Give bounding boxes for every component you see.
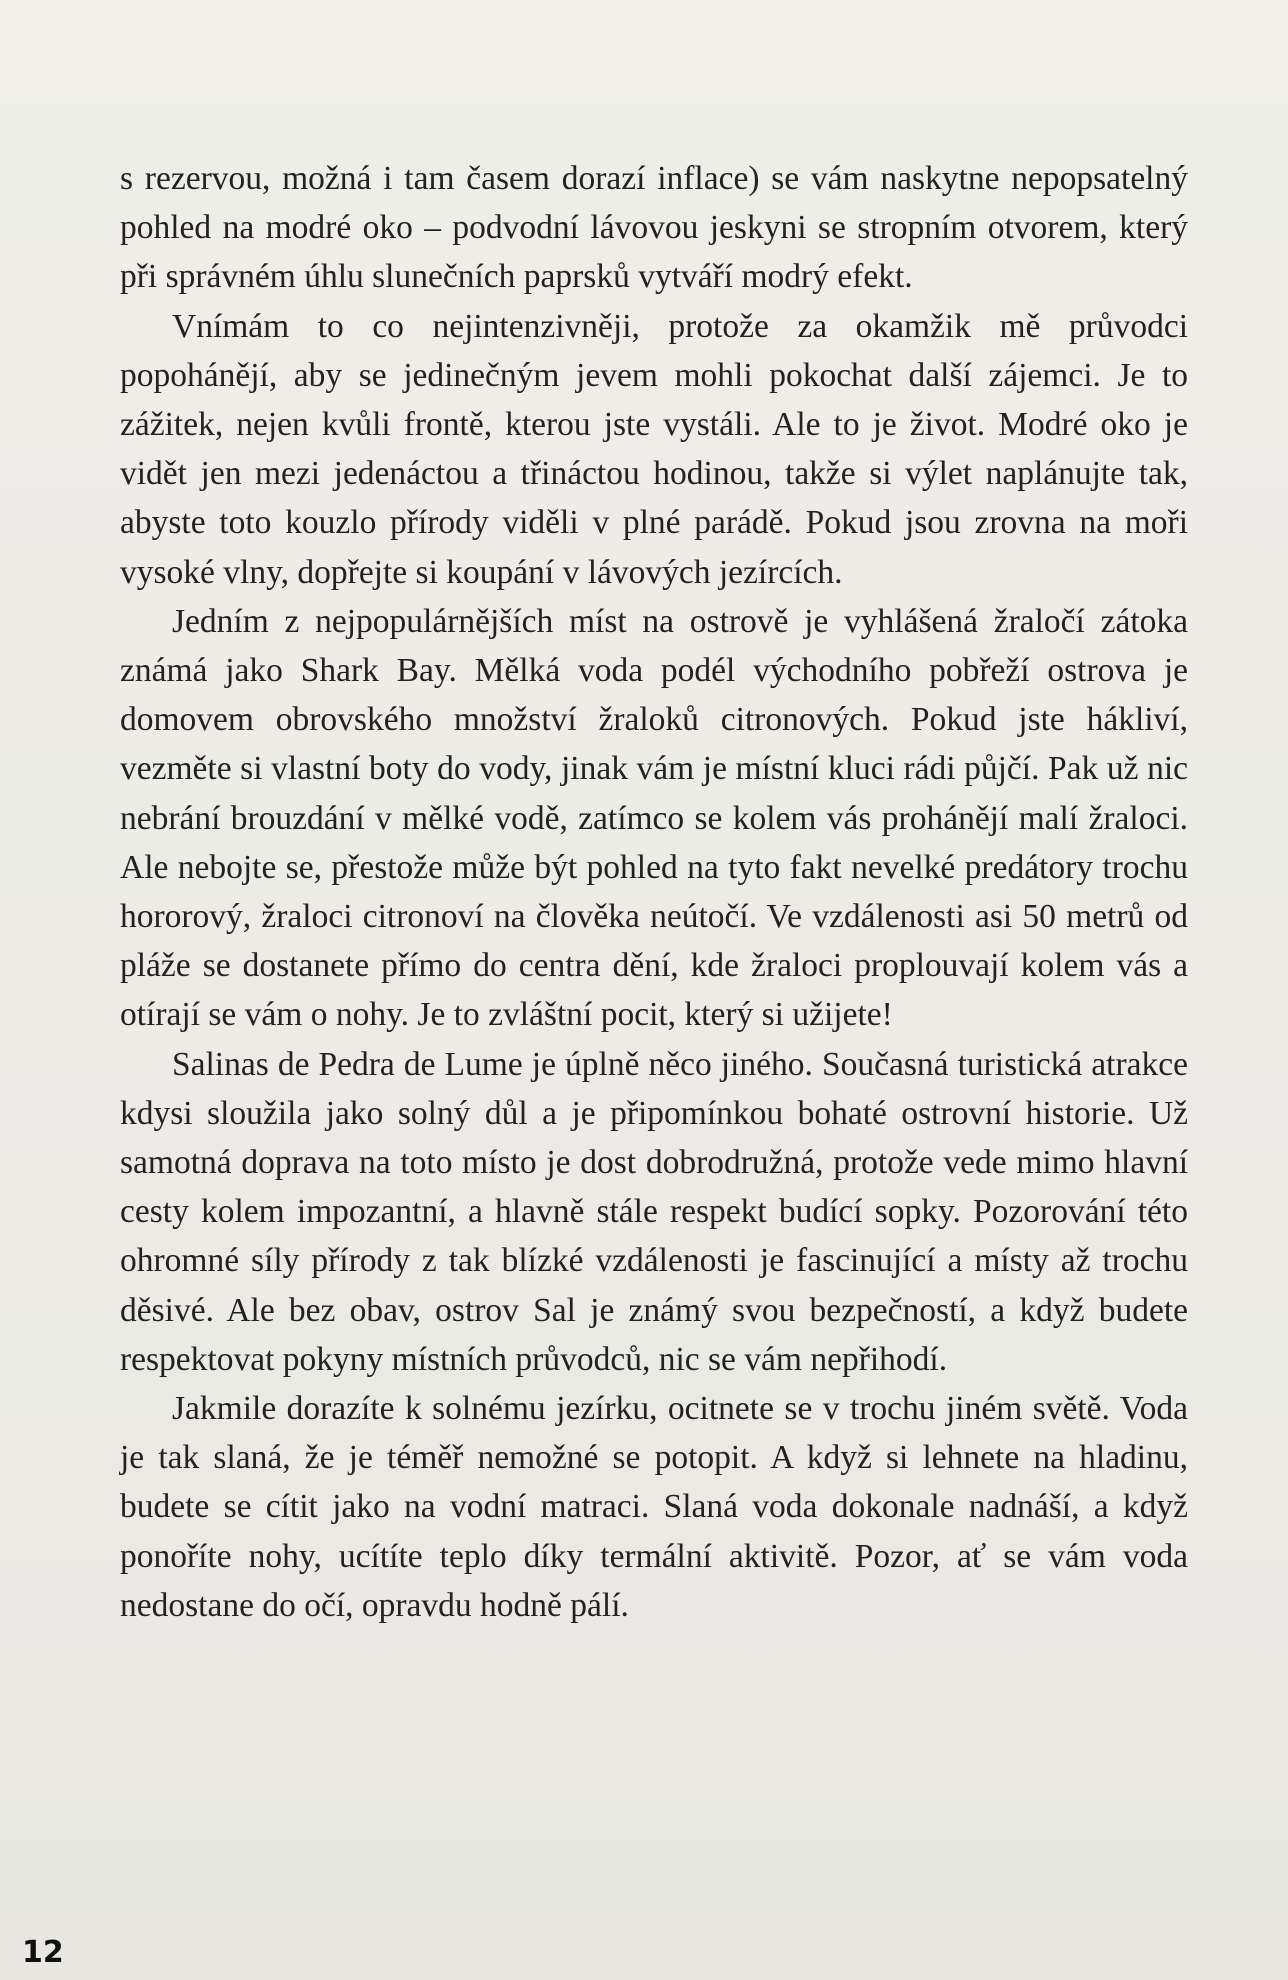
paragraph-1: s rezervou, možná i tam časem dorazí inflace) se vám naskytne nepopsatelný pohled na modré oko – podvodní lávovou jeskyni se stropním otvorem, který při správném úhlu slunečních paprsků vytváří modrý efekt.	[120, 160, 1188, 296]
paragraph-3: Jedním z nejpopulárnějších míst na ostrově je vyhlášená žraločí zátoka známá jako Shark Bay. Mělká voda podél východního pobřeží ostrova je domovem obrovského množství žraloků citronových. Pokud jste hákliví, vezměte si vlastní boty do vody, jinak vám je místní kluci rádi půjčí. Pak už nic nebrání brouzdání v mělké vodě, zatímco se kolem vás prohánějí malí žraloci. Ale nebojte se, přestože může být pohled na tyto fakt nevelké predátory trochu hororový, žraloci citronoví na člověka neútočí. Ve vzdálenosti asi 50 metrů od pláže se dostanete přímo do centra dění, kde žraloci proplouvají kolem vás a otírají se vám o nohy. Je to zvláštní pocit, který si užijete!	[120, 602, 1188, 1034]
page-number: 12	[22, 1935, 64, 1970]
paragraph-4: Salinas de Pedra de Lume je úplně něco jiného. Současná turistická atrakce kdysi sloužila jako solný důl a je připomínkou bohaté ostrovní historie. Už samotná doprava na toto místo je dost dobrodružná, protože vede mimo hlavní cesty kolem impozantní, a hlavně stále respekt budící sopky. Pozorování této ohromné síly přírody z tak blízké vzdálenosti je fascinující a místy až trochu děsivé. Ale bez obav, ostrov Sal je známý svou bezpečností, a když budete respektovat pokyny místních průvodců, nic se vám nepřihodí.	[120, 1045, 1188, 1378]
paragraph-2: Vnímám to co nejintenzivněji, protože za okamžik mě průvodci popohánějí, aby se jedinečným jevem mohli pokochat další zájemci. Je to zážitek, nejen kvůli frontě, kterou jste vystáli. Ale to je život. Modré oko je vidět jen mezi jedenáctou a třináctou hodinou, takže si výlet naplánujte tak, abyste toto kouzlo přírody viděli v plné parádě. Pokud jsou zrovna na moři vysoké vlny, dopřejte si koupání v lávových jezírcích.	[120, 307, 1188, 591]
body-text	[120, 154, 1188, 1630]
paragraph-5: Jakmile dorazíte k solnému jezírku, ocitnete se v trochu jiném světě. Voda je tak slaná, že je téměř nemožné se potopit. A když si lehnete na hladinu, budete se cítit jako na vodní matraci. Slaná voda dokonale nadnáší, a když ponoříte nohy, ucítíte teplo díky termální aktivitě. Pozor, ať se vám voda nedostane do očí, opravdu hodně pálí.	[120, 1390, 1188, 1624]
